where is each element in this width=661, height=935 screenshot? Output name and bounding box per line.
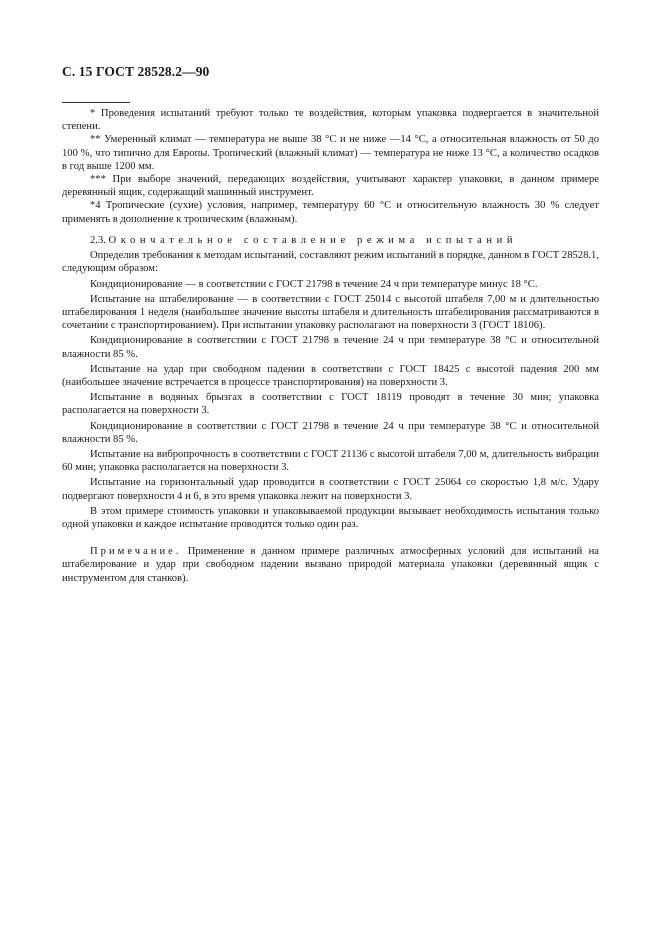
footnote-1: * Проведения испытаний требуют только те воздействия, которым упаковка подвергается в значительной степени. — [62, 108, 599, 133]
paragraph: Испытание на удар при свободном падении в соответствии с ГОСТ 18425 с высотой падения 200 мм (наибольшее значение встречается в процессе транспортирования) на поверхности 3. — [62, 363, 599, 389]
paragraph: Кондиционирование в соответствии с ГОСТ 21798 в течение 24 ч при температуре 38 °С и относительной влажности 85 %. — [62, 335, 599, 360]
paragraph: Кондиционирование — в соответствии с ГОСТ 21798 в течение 24 ч при температуре минус 18 °С. — [90, 278, 538, 290]
section-number: 2.3. — [90, 235, 106, 246]
paragraph: Испытание на вибропрочность в соответствии с ГОСТ 21136 с высотой штабеля 7,00 м, длительность вибрации 60 мин; упаковка располагается на поверхности 3. — [62, 449, 599, 474]
paragraph: Испытание на горизонтальный удар проводится в соответствии с ГОСТ 25064 со скоростью 1,8 м/с. Удару подвергают поверхности 4 и 6, в это время упаковка лежит на поверхности 3. — [62, 477, 599, 502]
footnote-2: ** Умеренный климат — температура не выше 38 °С и не ниже —14 °С, а относительная влажность от 50 до 100 %, что типично для Европы. Тропический (влажный климат) — температура не ниже 13 °С, а количество осадков в год выше 1200 мм. — [62, 134, 599, 172]
section-heading — [62, 234, 599, 247]
paragraph: Испытание на штабелирование — в соответствии с ГОСТ 25014 с высотой штабеля 7,00 м и длительностью штабелирования 1 неделя (наибольшее значение высоты штабеля и длительность штабелирования рассматриваются в сочетании с транспортированием). При испытании упаковку располагают на поверхности 3 (ГОСТ 18106). — [62, 293, 599, 332]
paragraph: Определив требования к методам испытаний, составляют режим испытаний в порядке, данном в ГОСТ 28528.1, следующим образом: — [62, 250, 599, 275]
footnote-4: *4 Тропические (сухие) условия, например, температуру 60 °С и относительную влажность 30 % следует применять в дополнение к тропическим (влажным). — [62, 200, 599, 225]
footnotes — [62, 107, 599, 226]
spacer — [62, 533, 599, 545]
paragraph: В этом примере стоимость упаковки и упаковываемой продукции вызывает необходимость испытания только одной упаковки и каждое испытание проводится только один раз. — [62, 505, 599, 531]
paragraph: Испытание в водяных брызгах в соответствии с ГОСТ 18119 проводят в течение 30 мин; упаковка располагается на поверхности 3. — [62, 392, 599, 417]
note-label: Примечание. — [90, 546, 182, 558]
paragraph: Кондиционирование в соответствии с ГОСТ 21798 в течение 24 ч при температуре 38 °С и относительной влажности 85 %. — [62, 420, 599, 445]
note — [62, 545, 599, 585]
section-title: Окончательное составление режима испытаний — [108, 235, 518, 246]
main-text — [62, 234, 599, 587]
page-header: С. 15 ГОСТ 28528.2—90 — [62, 64, 210, 79]
note-text: Применение в данном примере различных атмосферных условий для испытаний на штабелирование и удар при свободном падении вызвано природой материала упаковки (деревянный ящик с инструментом для станков). — [62, 546, 599, 584]
footnote-separator — [62, 102, 130, 103]
footnote-3: *** При выборе значений, передающих воздействия, учитывают характер упаковки, в данном примере деревянный ящик, содержащий машинный инструмент. — [62, 174, 599, 199]
